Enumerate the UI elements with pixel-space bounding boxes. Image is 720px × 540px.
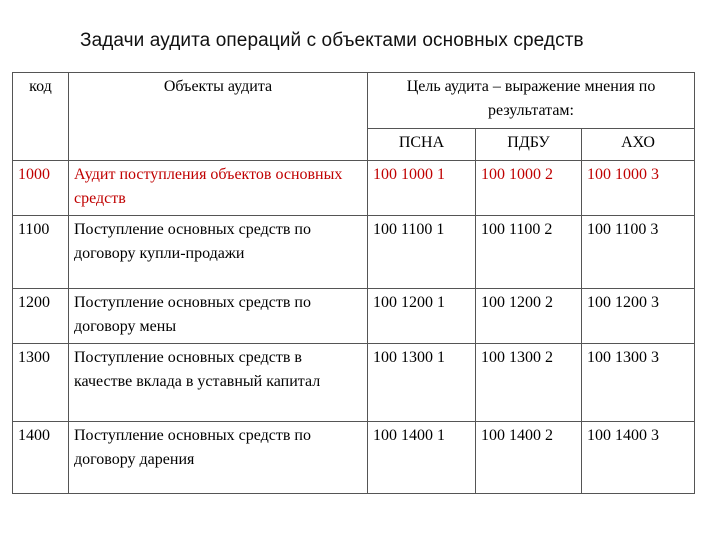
row-value-psna: 100 1000 1 [368,161,476,216]
header-row [13,73,695,129]
row-code: 1200 [13,289,69,344]
table-row [13,161,695,216]
table-row [13,344,695,422]
table-row [13,422,695,494]
header-psna: ПСНА [368,129,476,161]
row-code: 1400 [13,422,69,494]
row-value-psna: 100 1200 1 [368,289,476,344]
row-value-aho: 100 1100 3 [582,216,695,289]
row-code: 1100 [13,216,69,289]
row-value-aho: 100 1300 3 [582,344,695,422]
row-code: 1000 [13,161,69,216]
row-value-psna: 100 1300 1 [368,344,476,422]
table-row [13,289,695,344]
table-row [13,216,695,289]
header-objects: Объекты аудита [69,73,368,161]
row-value-pdbu: 100 1200 2 [476,289,582,344]
row-object: Поступление основных средств по договору мены [69,289,368,344]
row-code: 1300 [13,344,69,422]
header-code: код [13,73,69,161]
row-value-aho: 100 1200 3 [582,289,695,344]
row-value-psna: 100 1100 1 [368,216,476,289]
audit-table [12,72,695,494]
row-value-pdbu: 100 1400 2 [476,422,582,494]
header-aho: АХО [582,129,695,161]
row-value-aho: 100 1000 3 [582,161,695,216]
row-object: Поступление основных средств в качестве вклада в уставный капитал [69,344,368,422]
row-value-aho: 100 1400 3 [582,422,695,494]
header-goal: Цель аудита – выражение мнения по результатам: [368,73,695,129]
row-value-pdbu: 100 1300 2 [476,344,582,422]
header-pdbu: ПДБУ [476,129,582,161]
row-value-pdbu: 100 1100 2 [476,216,582,289]
page-title: Задачи аудита операций с объектами основных средств [80,30,584,51]
row-object: Поступление основных средств по договору дарения [69,422,368,494]
row-value-pdbu: 100 1000 2 [476,161,582,216]
row-object: Аудит поступления объектов основных средств [69,161,368,216]
row-value-psna: 100 1400 1 [368,422,476,494]
row-object: Поступление основных средств по договору купли-продажи [69,216,368,289]
